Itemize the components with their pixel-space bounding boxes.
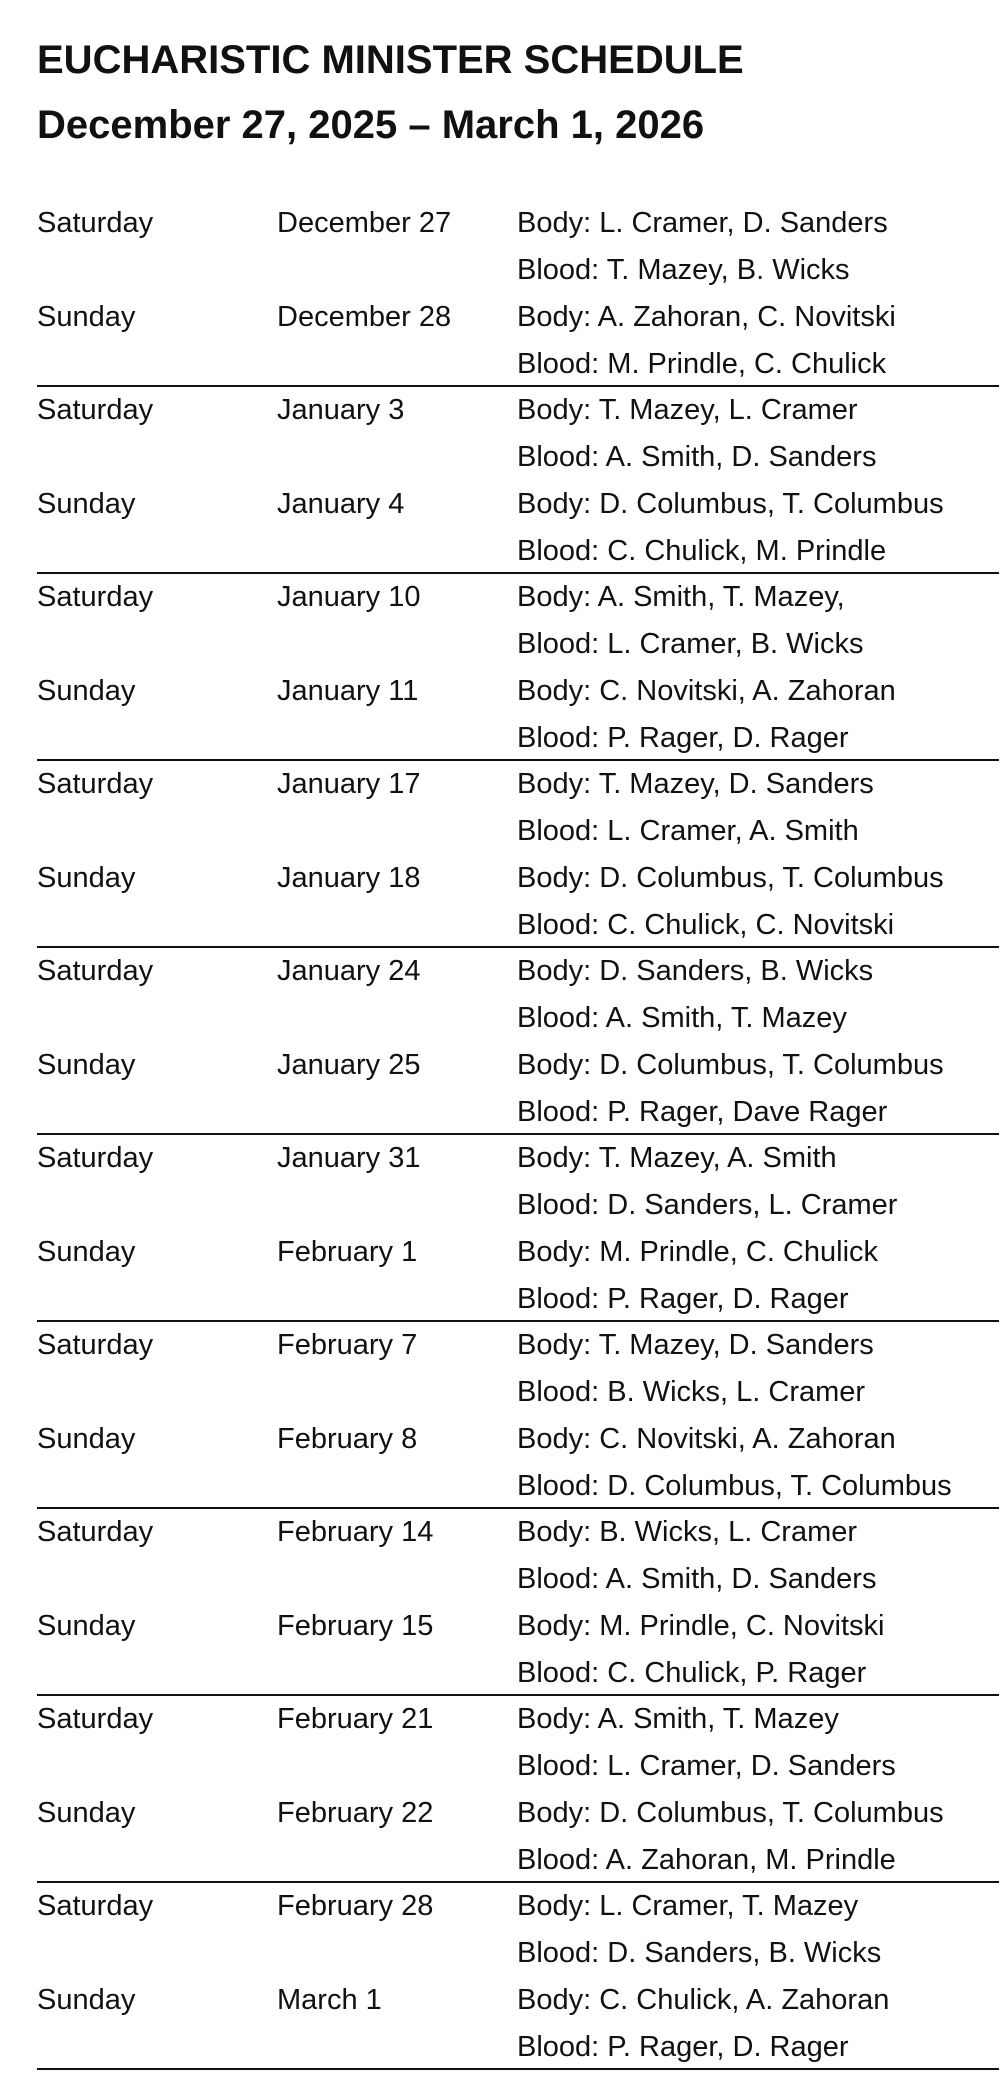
day-of-week: Saturday bbox=[37, 1142, 154, 1174]
saturday-body-row bbox=[0, 1883, 1000, 1930]
week-block bbox=[0, 1883, 1000, 2070]
week-divider bbox=[37, 2068, 999, 2070]
sunday-blood-row bbox=[0, 1650, 1000, 1697]
blood-ministers: Blood: L. Cramer, D. Sanders bbox=[517, 1750, 896, 1782]
sunday-blood-row bbox=[0, 528, 1000, 575]
service-date: January 17 bbox=[277, 768, 421, 800]
blood-ministers: Blood: A. Zahoran, M. Prindle bbox=[517, 1844, 896, 1876]
sunday-blood-row bbox=[0, 715, 1000, 762]
day-of-week: Sunday bbox=[37, 862, 136, 894]
service-date: February 21 bbox=[277, 1703, 434, 1735]
blood-ministers: Blood: P. Rager, D. Rager bbox=[517, 722, 849, 754]
week-block bbox=[0, 200, 1000, 387]
body-ministers: Body: D. Sanders, B. Wicks bbox=[517, 955, 874, 987]
blood-ministers: Blood: C. Chulick, C. Novitski bbox=[517, 909, 895, 941]
sunday-body-row bbox=[0, 1229, 1000, 1276]
service-date: January 31 bbox=[277, 1142, 421, 1174]
body-ministers: Body: C. Chulick, A. Zahoran bbox=[517, 1984, 890, 2016]
schedule-title: EUCHARISTIC MINISTER SCHEDULE bbox=[37, 38, 744, 82]
saturday-body-row bbox=[0, 1322, 1000, 1369]
body-ministers: Body: B. Wicks, L. Cramer bbox=[517, 1516, 858, 1548]
saturday-body-row bbox=[0, 1696, 1000, 1743]
day-of-week: Saturday bbox=[37, 1516, 154, 1548]
blood-ministers: Blood: P. Rager, D. Rager bbox=[517, 2031, 849, 2063]
blood-ministers: Blood: L. Cramer, B. Wicks bbox=[517, 628, 864, 660]
sunday-blood-row bbox=[0, 1837, 1000, 1884]
saturday-blood-row bbox=[0, 808, 1000, 855]
sunday-body-row bbox=[0, 481, 1000, 528]
schedule-list bbox=[0, 200, 1000, 2070]
blood-ministers: Blood: L. Cramer, A. Smith bbox=[517, 815, 859, 847]
body-ministers: Body: M. Prindle, C. Novitski bbox=[517, 1610, 885, 1642]
day-of-week: Sunday bbox=[37, 1797, 136, 1829]
saturday-blood-row bbox=[0, 1182, 1000, 1229]
week-block bbox=[0, 574, 1000, 761]
blood-ministers: Blood: C. Chulick, M. Prindle bbox=[517, 535, 887, 567]
day-of-week: Sunday bbox=[37, 301, 136, 333]
day-of-week: Saturday bbox=[37, 1329, 154, 1361]
day-of-week: Saturday bbox=[37, 768, 154, 800]
blood-ministers: Blood: D. Sanders, L. Cramer bbox=[517, 1189, 898, 1221]
saturday-body-row bbox=[0, 761, 1000, 808]
schedule-date-range: December 27, 2025 – March 1, 2026 bbox=[37, 103, 705, 147]
day-of-week: Saturday bbox=[37, 1703, 154, 1735]
blood-ministers: Blood: A. Smith, D. Sanders bbox=[517, 1563, 877, 1595]
saturday-blood-row bbox=[0, 1556, 1000, 1603]
day-of-week: Saturday bbox=[37, 1890, 154, 1922]
sunday-blood-row bbox=[0, 1463, 1000, 1510]
sunday-body-row bbox=[0, 294, 1000, 341]
body-ministers: Body: A. Zahoran, C. Novitski bbox=[517, 301, 896, 333]
sunday-body-row bbox=[0, 855, 1000, 902]
service-date: February 22 bbox=[277, 1797, 434, 1829]
service-date: January 25 bbox=[277, 1049, 421, 1081]
week-block bbox=[0, 948, 1000, 1135]
week-block bbox=[0, 387, 1000, 574]
saturday-body-row bbox=[0, 1135, 1000, 1182]
blood-ministers: Blood: A. Smith, T. Mazey bbox=[517, 1002, 847, 1034]
day-of-week: Sunday bbox=[37, 488, 136, 520]
body-ministers: Body: D. Columbus, T. Columbus bbox=[517, 1049, 944, 1081]
service-date: January 11 bbox=[277, 675, 419, 707]
service-date: February 28 bbox=[277, 1890, 434, 1922]
blood-ministers: Blood: A. Smith, D. Sanders bbox=[517, 441, 877, 473]
sunday-body-row bbox=[0, 1042, 1000, 1089]
day-of-week: Saturday bbox=[37, 955, 154, 987]
service-date: January 10 bbox=[277, 581, 421, 613]
service-date: February 8 bbox=[277, 1423, 418, 1455]
saturday-blood-row bbox=[0, 1930, 1000, 1977]
body-ministers: Body: T. Mazey, D. Sanders bbox=[517, 1329, 874, 1361]
body-ministers: Body: T. Mazey, L. Cramer bbox=[517, 394, 858, 426]
week-block bbox=[0, 1509, 1000, 1696]
service-date: March 1 bbox=[277, 1984, 382, 2016]
day-of-week: Sunday bbox=[37, 1236, 136, 1268]
blood-ministers: Blood: C. Chulick, P. Rager bbox=[517, 1657, 867, 1689]
service-date: February 14 bbox=[277, 1516, 434, 1548]
sunday-body-row bbox=[0, 668, 1000, 715]
body-ministers: Body: C. Novitski, A. Zahoran bbox=[517, 675, 896, 707]
week-block bbox=[0, 1135, 1000, 1322]
body-ministers: Body: D. Columbus, T. Columbus bbox=[517, 1797, 944, 1829]
blood-ministers: Blood: P. Rager, Dave Rager bbox=[517, 1096, 888, 1128]
day-of-week: Sunday bbox=[37, 1984, 136, 2016]
blood-ministers: Blood: M. Prindle, C. Chulick bbox=[517, 348, 887, 380]
body-ministers: Body: T. Mazey, D. Sanders bbox=[517, 768, 874, 800]
service-date: January 24 bbox=[277, 955, 421, 987]
day-of-week: Sunday bbox=[37, 1610, 136, 1642]
body-ministers: Body: C. Novitski, A. Zahoran bbox=[517, 1423, 896, 1455]
sunday-blood-row bbox=[0, 1276, 1000, 1323]
saturday-body-row bbox=[0, 200, 1000, 247]
blood-ministers: Blood: T. Mazey, B. Wicks bbox=[517, 254, 850, 286]
body-ministers: Body: A. Smith, T. Mazey, bbox=[517, 581, 845, 613]
sunday-blood-row bbox=[0, 1089, 1000, 1136]
blood-ministers: Blood: P. Rager, D. Rager bbox=[517, 1283, 849, 1315]
week-block bbox=[0, 761, 1000, 948]
day-of-week: Sunday bbox=[37, 1049, 136, 1081]
body-ministers: Body: L. Cramer, T. Mazey bbox=[517, 1890, 859, 1922]
day-of-week: Saturday bbox=[37, 581, 154, 613]
body-ministers: Body: D. Columbus, T. Columbus bbox=[517, 488, 944, 520]
saturday-blood-row bbox=[0, 434, 1000, 481]
saturday-blood-row bbox=[0, 247, 1000, 294]
service-date: February 15 bbox=[277, 1610, 434, 1642]
day-of-week: Saturday bbox=[37, 207, 154, 239]
sunday-blood-row bbox=[0, 2024, 1000, 2071]
day-of-week: Sunday bbox=[37, 1423, 136, 1455]
service-date: February 7 bbox=[277, 1329, 418, 1361]
service-date: December 27 bbox=[277, 207, 452, 239]
body-ministers: Body: A. Smith, T. Mazey bbox=[517, 1703, 839, 1735]
body-ministers: Body: L. Cramer, D. Sanders bbox=[517, 207, 888, 239]
saturday-body-row bbox=[0, 387, 1000, 434]
service-date: December 28 bbox=[277, 301, 452, 333]
sunday-body-row bbox=[0, 1790, 1000, 1837]
week-block bbox=[0, 1322, 1000, 1509]
saturday-blood-row bbox=[0, 1743, 1000, 1790]
sunday-blood-row bbox=[0, 341, 1000, 388]
body-ministers: Body: D. Columbus, T. Columbus bbox=[517, 862, 944, 894]
saturday-body-row bbox=[0, 1509, 1000, 1556]
blood-ministers: Blood: B. Wicks, L. Cramer bbox=[517, 1376, 866, 1408]
saturday-body-row bbox=[0, 574, 1000, 621]
body-ministers: Body: T. Mazey, A. Smith bbox=[517, 1142, 837, 1174]
saturday-blood-row bbox=[0, 995, 1000, 1042]
day-of-week: Saturday bbox=[37, 394, 154, 426]
sunday-body-row bbox=[0, 1603, 1000, 1650]
service-date: January 4 bbox=[277, 488, 405, 520]
sunday-body-row bbox=[0, 1416, 1000, 1463]
day-of-week: Sunday bbox=[37, 675, 136, 707]
saturday-blood-row bbox=[0, 1369, 1000, 1416]
service-date: January 18 bbox=[277, 862, 421, 894]
blood-ministers: Blood: D. Columbus, T. Columbus bbox=[517, 1470, 952, 1502]
service-date: February 1 bbox=[277, 1236, 418, 1268]
body-ministers: Body: M. Prindle, C. Chulick bbox=[517, 1236, 879, 1268]
saturday-body-row bbox=[0, 948, 1000, 995]
blood-ministers: Blood: D. Sanders, B. Wicks bbox=[517, 1937, 882, 1969]
service-date: January 3 bbox=[277, 394, 405, 426]
saturday-blood-row bbox=[0, 621, 1000, 668]
sunday-body-row bbox=[0, 1977, 1000, 2024]
week-block bbox=[0, 1696, 1000, 1883]
sunday-blood-row bbox=[0, 902, 1000, 949]
